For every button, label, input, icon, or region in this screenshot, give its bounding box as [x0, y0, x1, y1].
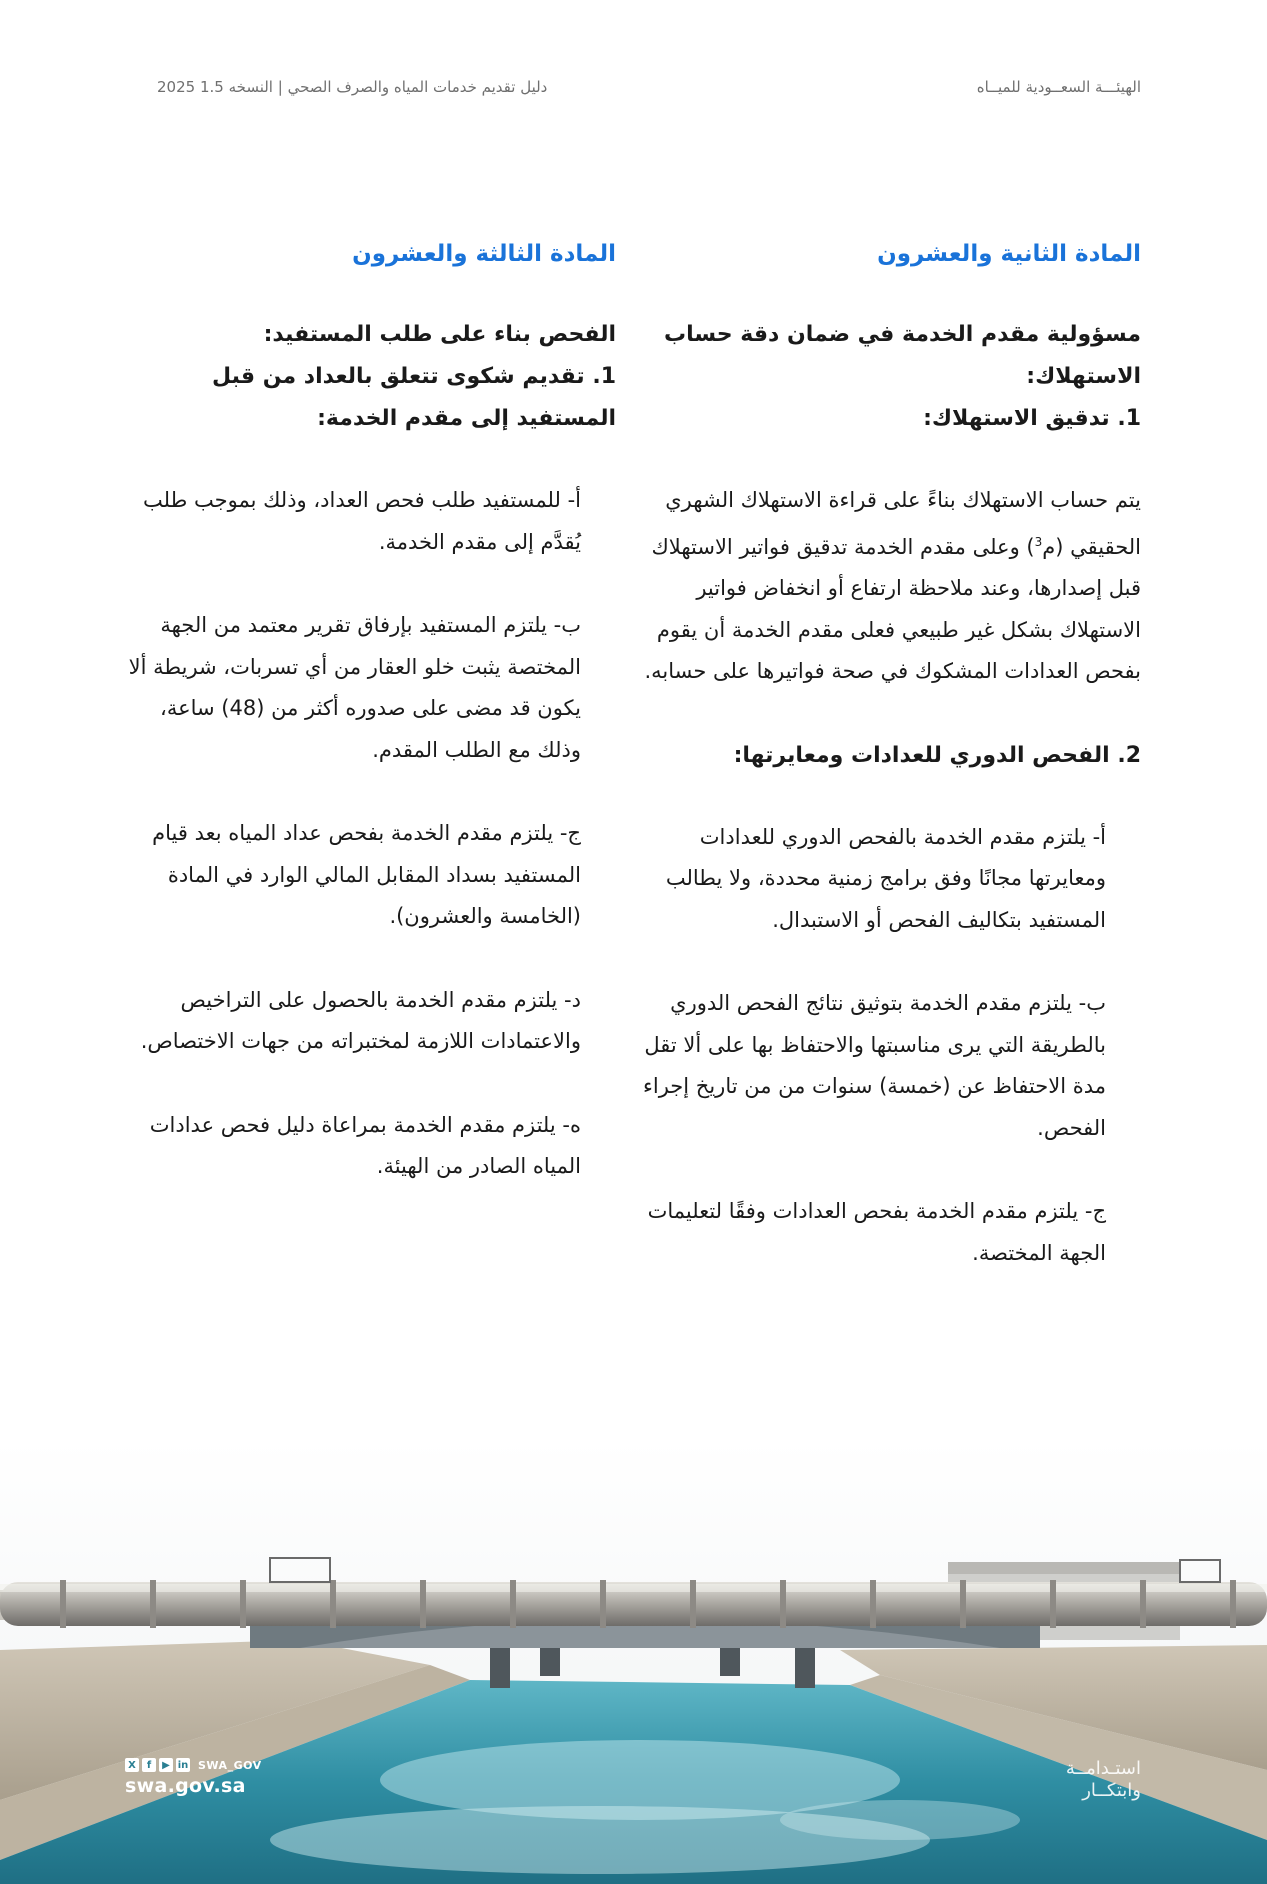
website-link[interactable]: swa.gov.sa: [125, 1775, 246, 1797]
article-23-item1-title: 1. تقديم شكوى تتعلق بالعداد من قبل المستفيد إلى مقدم الخدمة:: [212, 364, 616, 431]
article-23-item-c: ج- يلتزم مقدم الخدمة بفحص عداد المياه بعد قيام المستفيد بسداد المقابل المالي الوارد في المادة (الخامسة والعشرون).: [152, 821, 581, 928]
org-name: الهيئـــة السعــودية للميــاه: [976, 78, 1141, 96]
x-icon[interactable]: X: [125, 1758, 139, 1772]
slogan-line-2: وابتكــار: [1082, 1780, 1141, 1801]
article-22-heading: مسؤولية مقدم الخدمة في ضمان دقة حساب الاستهلاك:: [664, 322, 1141, 389]
article-23-item-e: ه- يلتزم مقدم الخدمة بمراعاة دليل فحص عدادات المياه الصادر من الهيئة.: [149, 1112, 581, 1178]
article-22-item2-a: أ- يلتزم مقدم الخدمة بالفحص الدوري للعدادات ومعايرتها مجانًا وفق برامج زمنية محددة، ولا يطالب المستفيد بتكاليف الفحص أو الاستبدال.: [665, 824, 1106, 932]
article-22-title: المادة الثانية والعشرون: [877, 241, 1141, 267]
social-row: [125, 1758, 262, 1772]
canal-photo: [0, 1440, 1267, 1884]
article-22: [641, 238, 1141, 1274]
article-23: [116, 238, 616, 1188]
doc-title: دليل تقديم خدمات المياه والصرف الصحي: [287, 78, 548, 96]
superscript-3: 3: [1034, 534, 1043, 549]
article-22-item1-text: يتم حساب الاستهلاك بناءً على قراءة الاستهلاك الشهري الحقيقي (م$^3$) وعلى مقدم الخدمة تدقيق فواتير الاستهلاك قبل إصدارها، وعند ملاحظة ارتفاع أو انخفاض فواتير الاستهلاك بشكل غير طبيعي فعلى مقدم الخدمة أن يقوم بفحص العدادات المشكوك في صحة فواتيرها على حسابه.: [644, 488, 1141, 683]
footer-contact: [125, 1758, 262, 1797]
header-separator: |: [277, 78, 283, 96]
youtube-icon[interactable]: ▶: [159, 1758, 173, 1772]
article-23-title: المادة الثالثة والعشرون: [352, 241, 616, 267]
article-22-item2-c: ج- يلتزم مقدم الخدمة بفحص العدادات وفقًا لتعليمات الجهة المختصة.: [647, 1199, 1106, 1265]
article-23-item-d: د- يلتزم مقدم الخدمة بالحصول على التراخيص والاعتمادات اللازمة لمختبراته من جهات الاختصاص.: [140, 987, 581, 1053]
article-22-item2-title: 2. الفحص الدوري للعدادات ومعايرتها:: [733, 742, 1141, 768]
article-22-item1-title: 1. تدقيق الاستهلاك:: [923, 406, 1141, 431]
slogan-line-1: استـدامــة: [1065, 1758, 1141, 1779]
article-23-item-a: أ- للمستفيد طلب فحص العداد، وذلك بموجب طلب يُقدَّم إلى مقدم الخدمة.: [143, 488, 581, 554]
article-23-item-b: ب- يلتزم المستفيد بإرفاق تقرير معتمد من الجهة المختصة يثبت خلو العقار من أي تسربات، شريطة ألا يكون قد مضى على صدوره أكثر من (48) ساعة، وذلك مع الطلب المقدم.: [128, 613, 581, 762]
article-23-heading: الفحص بناء على طلب المستفيد:: [263, 322, 616, 347]
slogan: [1066, 1758, 1141, 1802]
social-handle[interactable]: SWA_GOV: [198, 1758, 262, 1772]
linkedin-icon[interactable]: in: [177, 1759, 189, 1771]
article-22-item2-b: ب- يلتزم مقدم الخدمة بتوثيق نتائج الفحص الدوري بالطريقة التي يرى مناسبتها والاحتفاظ بها على ألا تقل مدة الاحتفاظ عن (خمسة) سنوات من من تاريخ إجراء الفحص.: [642, 991, 1106, 1140]
doc-version: النسخه 1.5 2025: [157, 78, 273, 96]
facebook-icon[interactable]: f: [142, 1758, 156, 1772]
doc-header: [157, 78, 547, 96]
